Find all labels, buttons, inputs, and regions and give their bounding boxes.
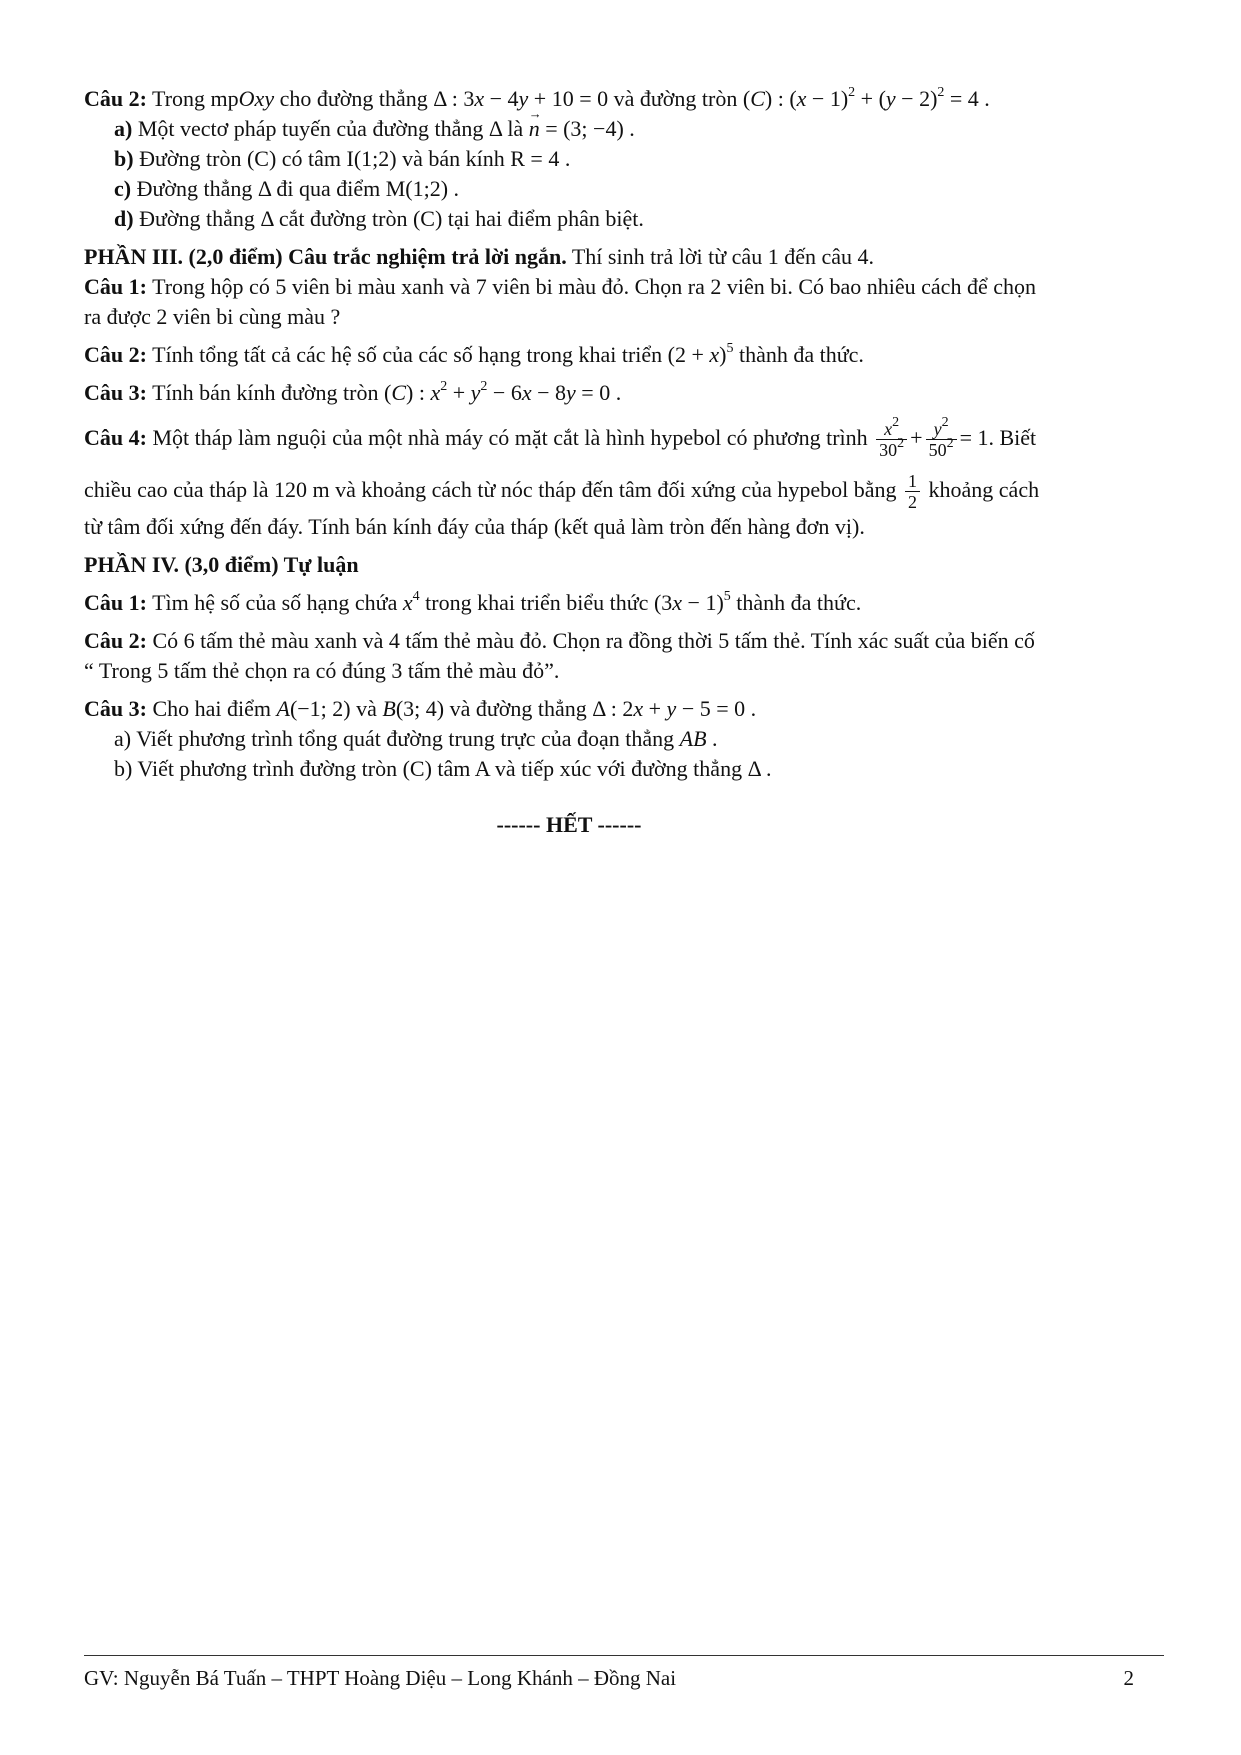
part3-q1: Câu 1: Trong hộp có 5 viên bi màu xanh và 7 viên bi màu đỏ. Chọn ra 2 viên bi. Có bao nhiêu cách để chọn [84, 274, 1036, 299]
part3-q4-cont: chiều cao của tháp là 120 m và khoảng cách từ nóc tháp đến tâm đối xứng của hypebol bằng $\frac{1}{2}$ khoảng cách [84, 471, 1040, 513]
part4-q3-a: a) Viết phương trình tổng quát đường trung trực của đoạn thẳng AB . [114, 726, 718, 751]
part4-q2-cont: “ Trong 5 tấm thẻ chọn ra có đúng 3 tấm thẻ màu đỏ”. [84, 658, 560, 683]
sec2-q2-b: b) Đường tròn (C) có tâm I(1;2) và bán kính R = 4 . [114, 146, 571, 171]
page-footer [84, 1655, 1164, 1691]
fraction: $\frac{x^2}{30^2}$ [876, 420, 907, 459]
sec2-q2-d: d) Đường thẳng Δ cắt đường tròn (C) tại hai điểm phân biệt. [114, 206, 644, 231]
fraction: $\frac{y^2}{50^2}$ [926, 420, 957, 459]
section-title: PHẦN III. (2,0 điểm) Câu trắc nghiệm trả lời ngắn. [84, 244, 567, 269]
section-title: PHẦN IV. (3,0 điểm) Tự luận [84, 552, 359, 577]
fraction-one-half: $\frac{1}{2}$ [905, 472, 920, 511]
part3-q4-cont2: từ tâm đối xứng đến đáy. Tính bán kính đáy của tháp (kết quả làm tròn đến hàng đơn vị). [84, 514, 865, 539]
page-number: 2 [1123, 1666, 1134, 1690]
question-label: Câu 2: [84, 86, 147, 111]
part3-q4: Câu 4: Một tháp làm nguội của một nhà máy có mặt cắt là hình hypebol có phương trình $\frac{x^2}{30^2}$ + $\frac{y^2}{50^2}$ = 1. Biết [84, 415, 1037, 461]
part3-heading: PHẦN III. (2,0 điểm) Câu trắc nghiệm trả lời ngắn. Thí sinh trả lời từ câu 1 đến câu 4. [84, 244, 874, 269]
end-marker: ------ HẾT ------ [496, 812, 642, 837]
footer-author: GV: Nguyễn Bá Tuấn – THPT Hoàng Diệu – Long Khánh – Đồng Nai [84, 1666, 677, 1690]
exam-page [84, 84, 1164, 840]
part4-q3-b: b) Viết phương trình đường tròn (C) tâm A và tiếp xúc với đường thẳng Δ . [114, 756, 772, 781]
sec2-q2-a: a) Một vectơ pháp tuyến của đường thẳng Δ là → n = (3; −4) . [84, 114, 1164, 144]
part3-q1-cont: ra được 2 viên bi cùng màu ? [84, 304, 341, 329]
part4-q3: Câu 3: Cho hai điểm A(−1; 2) và B(3; 4) và đường thẳng Δ : 2x + y − 5 = 0 . [84, 696, 757, 721]
part4-heading [84, 550, 1164, 580]
part4-q1: Câu 1: Tìm hệ số của số hạng chứa $x^4$ trong khai triển biểu thức $(3x - 1)^5$ thành đa thức. [84, 588, 862, 615]
sec2-q2-stem: Câu 2: Trong mpOxy cho đường thẳng Δ : 3x − 4y + 10 = 0 và đường tròn (C) : $(x - 1)^2 + (y - 2)^2 = 4$ . [84, 84, 990, 111]
sec2-q2-c: c) Đường thẳng Δ đi qua điểm M(1;2) . [114, 176, 460, 201]
part3-q3: Câu 3: Tính bán kính đường tròn (C) : $x^2 + y^2 - 6x - 8y = 0$ . [84, 378, 622, 405]
part3-q2: Câu 2: Tính tổng tất cả các hệ số của các số hạng trong khai triển $(2 + x)^5$ thành đa thức. [84, 340, 864, 367]
part4-q2: Câu 2: Có 6 tấm thẻ màu xanh và 4 tấm thẻ màu đỏ. Chọn ra đồng thời 5 tấm thẻ. Tính xác suất của biến cố [84, 628, 1035, 653]
